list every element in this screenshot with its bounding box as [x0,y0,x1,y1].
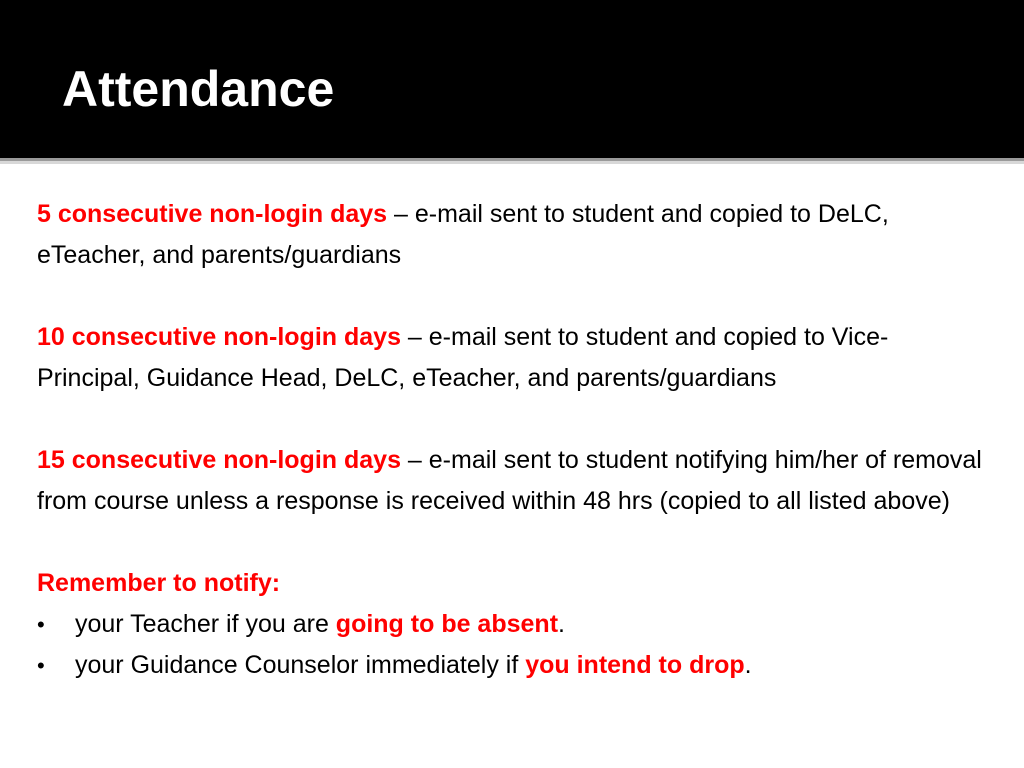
slide-content [37,194,987,686]
bullet-icon: • [37,612,45,637]
reminder-item-highlight: you intend to drop [525,651,745,679]
reminder-item-text: your Guidance Counselor immediately if [75,651,526,679]
policy-15-days [37,440,987,522]
policy-5-days-highlight: 5 consecutive non-login days [37,200,388,228]
reminder-section [37,563,987,686]
reminder-list [37,604,987,686]
policy-5-days [37,194,987,276]
policy-10-days-highlight: 10 consecutive non-login days [37,323,401,351]
slide-title: Attendance [62,61,335,117]
reminder-item-absent [37,604,987,645]
policy-5-days-text: – e-mail sent to student and copied to DeLC, eTeacher, and parents/guardians [37,200,889,269]
reminder-item-highlight: going to be absent [335,610,559,638]
reminder-heading: Remember to notify: [37,569,281,597]
reminder-item-drop [37,645,987,686]
title-divider-shadow [0,161,1024,164]
policy-15-days-highlight: 15 consecutive non-login days [37,446,401,474]
policy-10-days [37,317,987,399]
reminder-item-text: your Teacher if you are [75,610,336,638]
policy-10-days-text: – e-mail sent to student and copied to Vice-Principal, Guidance Head, DeLC, eTeacher, and parents/guardians [37,323,889,392]
bullet-icon: • [37,653,45,678]
reminder-item-end: . [744,651,752,679]
policy-15-days-text: – e-mail sent to student notifying him/her of removal from course unless a response is received within 48 hrs (copied to all listed above) [37,446,982,515]
title-bar [0,0,1024,158]
reminder-item-end: . [558,610,565,638]
